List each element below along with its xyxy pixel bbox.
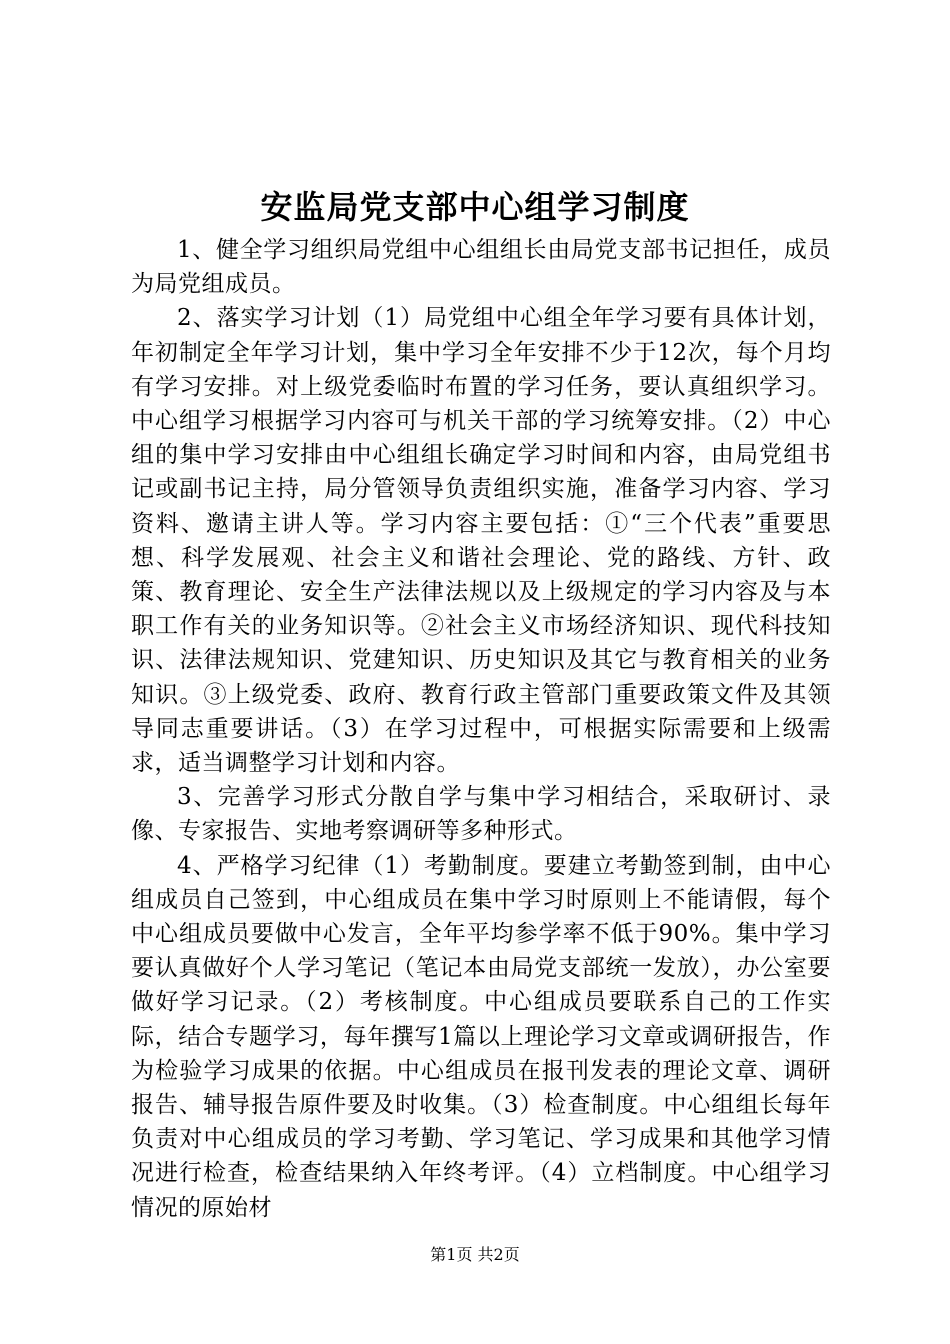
document-body xyxy=(131,233,831,1225)
document-title: 安监局党支部中心组学习制度 xyxy=(260,188,690,226)
paragraph-4: 4、严格学习纪律（1）考勤制度。要建立考勤签到制，由中心组成员自己签到，中心组成员在集中学习时原则上不能请假，每个中心组成员要做中心发言，全年平均参学率不低于90%。集中学习要认真做好个人学习笔记（笔记本由局党支部统一发放），办公室要做好学习记录。（2）考核制度。中心组成员要联系自己的工作实际，结合专题学习，每年撰写1篇以上理论学习文章或调研报告，作为检验学习成果的依据。中心组成员在报刊发表的理论文章、调研报告、辅导报告原件要及时收集。（3）检查制度。中心组组长每年负责对中心组成员的学习考勤、学习笔记、学习成果和其他学习情况进行检查，检查结果纳入年终考评。（4）立档制度。中心组学习情况的原始材 xyxy=(131,852,831,1221)
page-footer: 第1页 共2页 xyxy=(430,1245,520,1264)
paragraph-1: 1、健全学习组织局党组中心组组长由局党支部书记担任，成员为局党组成员。 xyxy=(131,237,831,298)
paragraph-2: 2、落实学习计划（1）局党组中心组全年学习要有具体计划，年初制定全年学习计划，集中学习全年安排不少于12次，每个月均有学习安排。对上级党委临时布置的学习任务，要认真组织学习。中心组学习根据学习内容可与机关干部的学习统筹安排。（2）中心组的集中学习安排由中心组组长确定学习时间和内容，由局党组书记或副书记主持，局分管领导负责组织实施，准备学习内容、学习资料、邀请主讲人等。学习内容主要包括：①“三个代表”重要思想、科学发展观、社会主义和谐社会理论、党的路线、方针、政策、教育理论、安全生产法律法规以及上级规定的学习内容及与本职工作有关的业务知识等。②社会主义市场经济知识、现代科技知识、法律法规知识、党建知识、历史知识及其它与教育相关的业务知识。③上级党委、政府、教育行政主管部门重要政策文件及其领导同志重要讲话。（3）在学习过程中，可根据实际需要和上级需求，适当调整学习计划和内容。 xyxy=(131,305,831,777)
paragraph-3: 3、完善学习形式分散自学与集中学习相结合，采取研讨、录像、专家报告、实地考察调研等多种形式。 xyxy=(131,784,831,845)
